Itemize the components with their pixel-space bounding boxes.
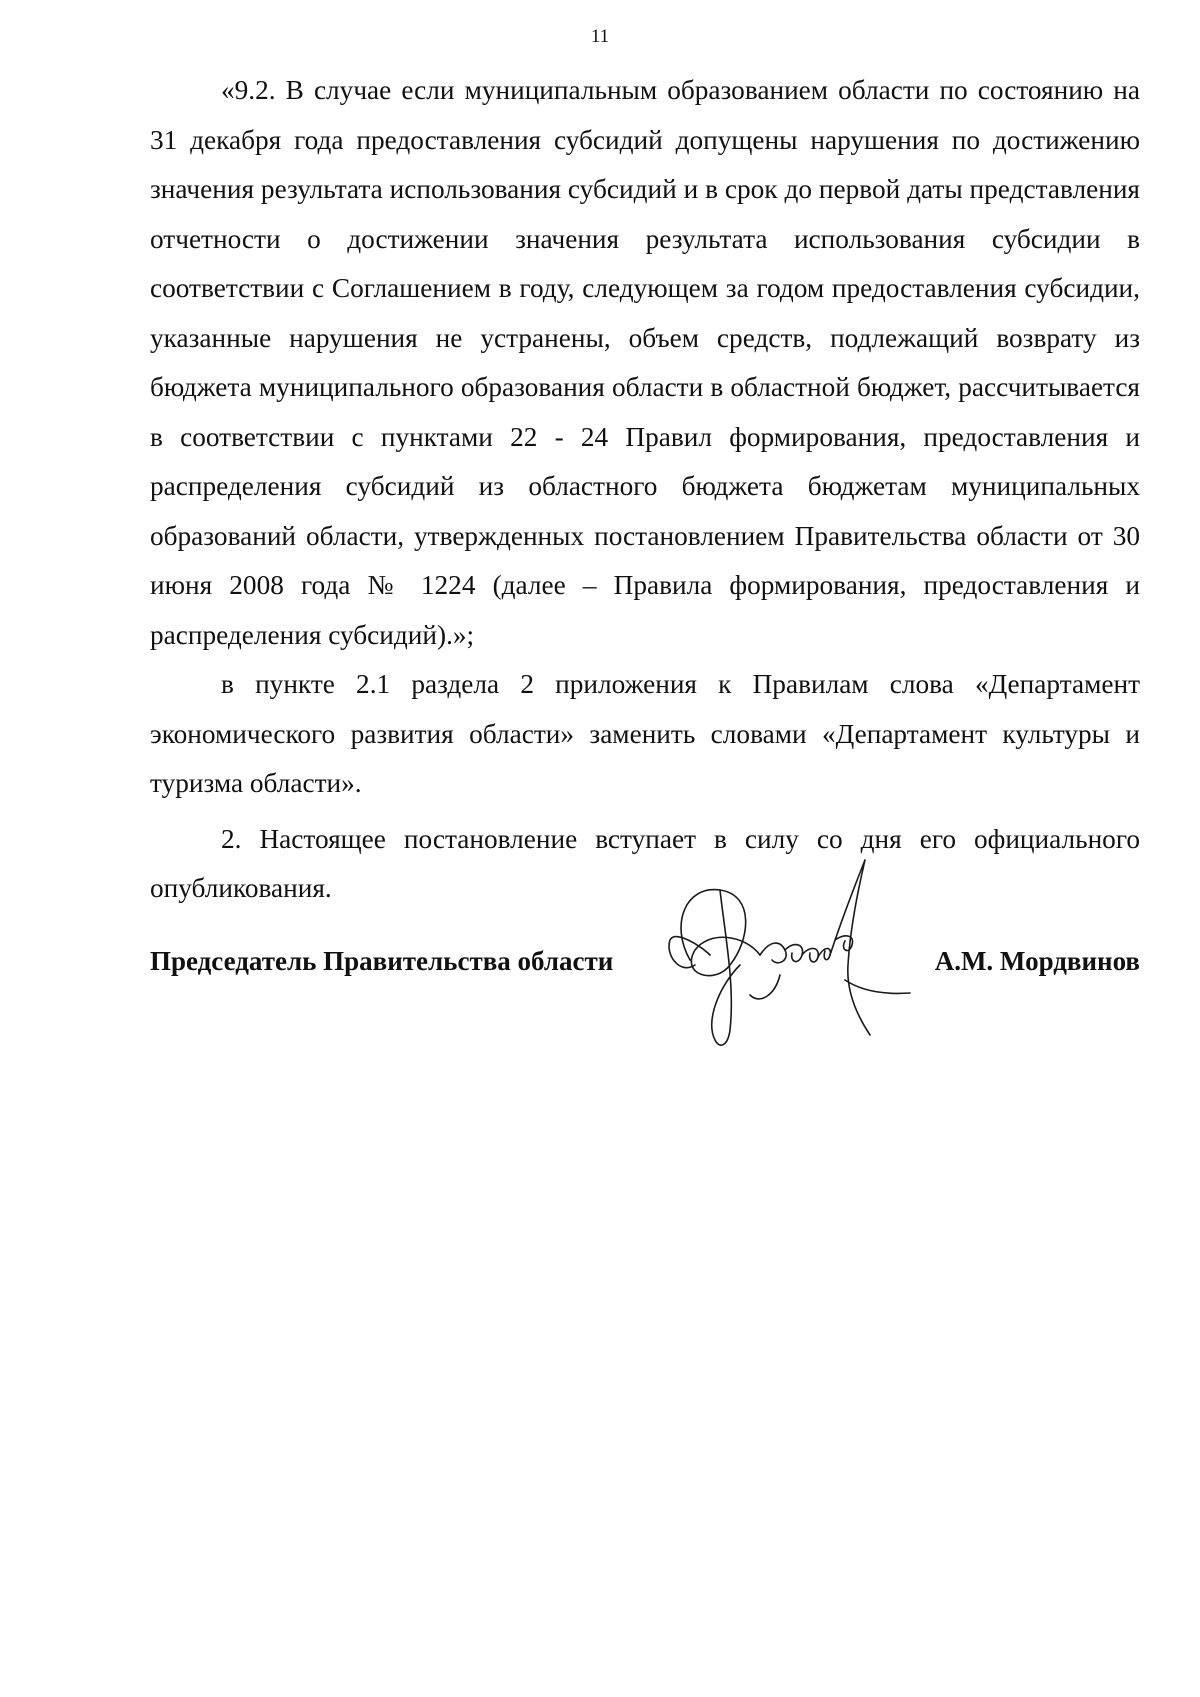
paragraph-clause-9-2: «9.2. В случае если муниципальным образованием области по состоянию на 31 декабря года предоставления субсидий допущены нарушения по достижению значения результата использования субсидий и в срок до первой даты представления отчетности о достижении значения результата использования субсидии в соответствии с Соглашением в году, следующем за годом предоставления субсидии, указанные нарушения не устранены, объем средств, подлежащий возврату из бюджета муниципального образования области в областной бюджет, рассчитывается в соответствии с пунктами 22 - 24 Правил формирования, предоставления и распределения субсидий из областного бюджета бюджетам муниципальных образований области, утвержденных постановлением Правительства области от 30 июня 2008 года № 1224 (далее – Правила формирования, предоставления и распределения субсидий).»; <box>150 75 1140 650</box>
paragraph-entry-into-force: 2. Настоящее постановление вступает в силу со дня его официального опубликования. <box>150 823 1140 903</box>
signatory-name: А.М. Мордвинов <box>934 946 1140 976</box>
signatory-position: Председатель Правительства области <box>150 946 614 976</box>
document-body <box>150 66 1140 914</box>
signature-block <box>150 943 1140 983</box>
paragraph-annex-amendment: в пункте 2.1 раздела 2 приложения к Правилам слова «Департамент экономического развития области» заменить словами «Департамент культуры и туризма области». <box>150 669 1140 798</box>
page-number: 11 <box>590 26 610 47</box>
